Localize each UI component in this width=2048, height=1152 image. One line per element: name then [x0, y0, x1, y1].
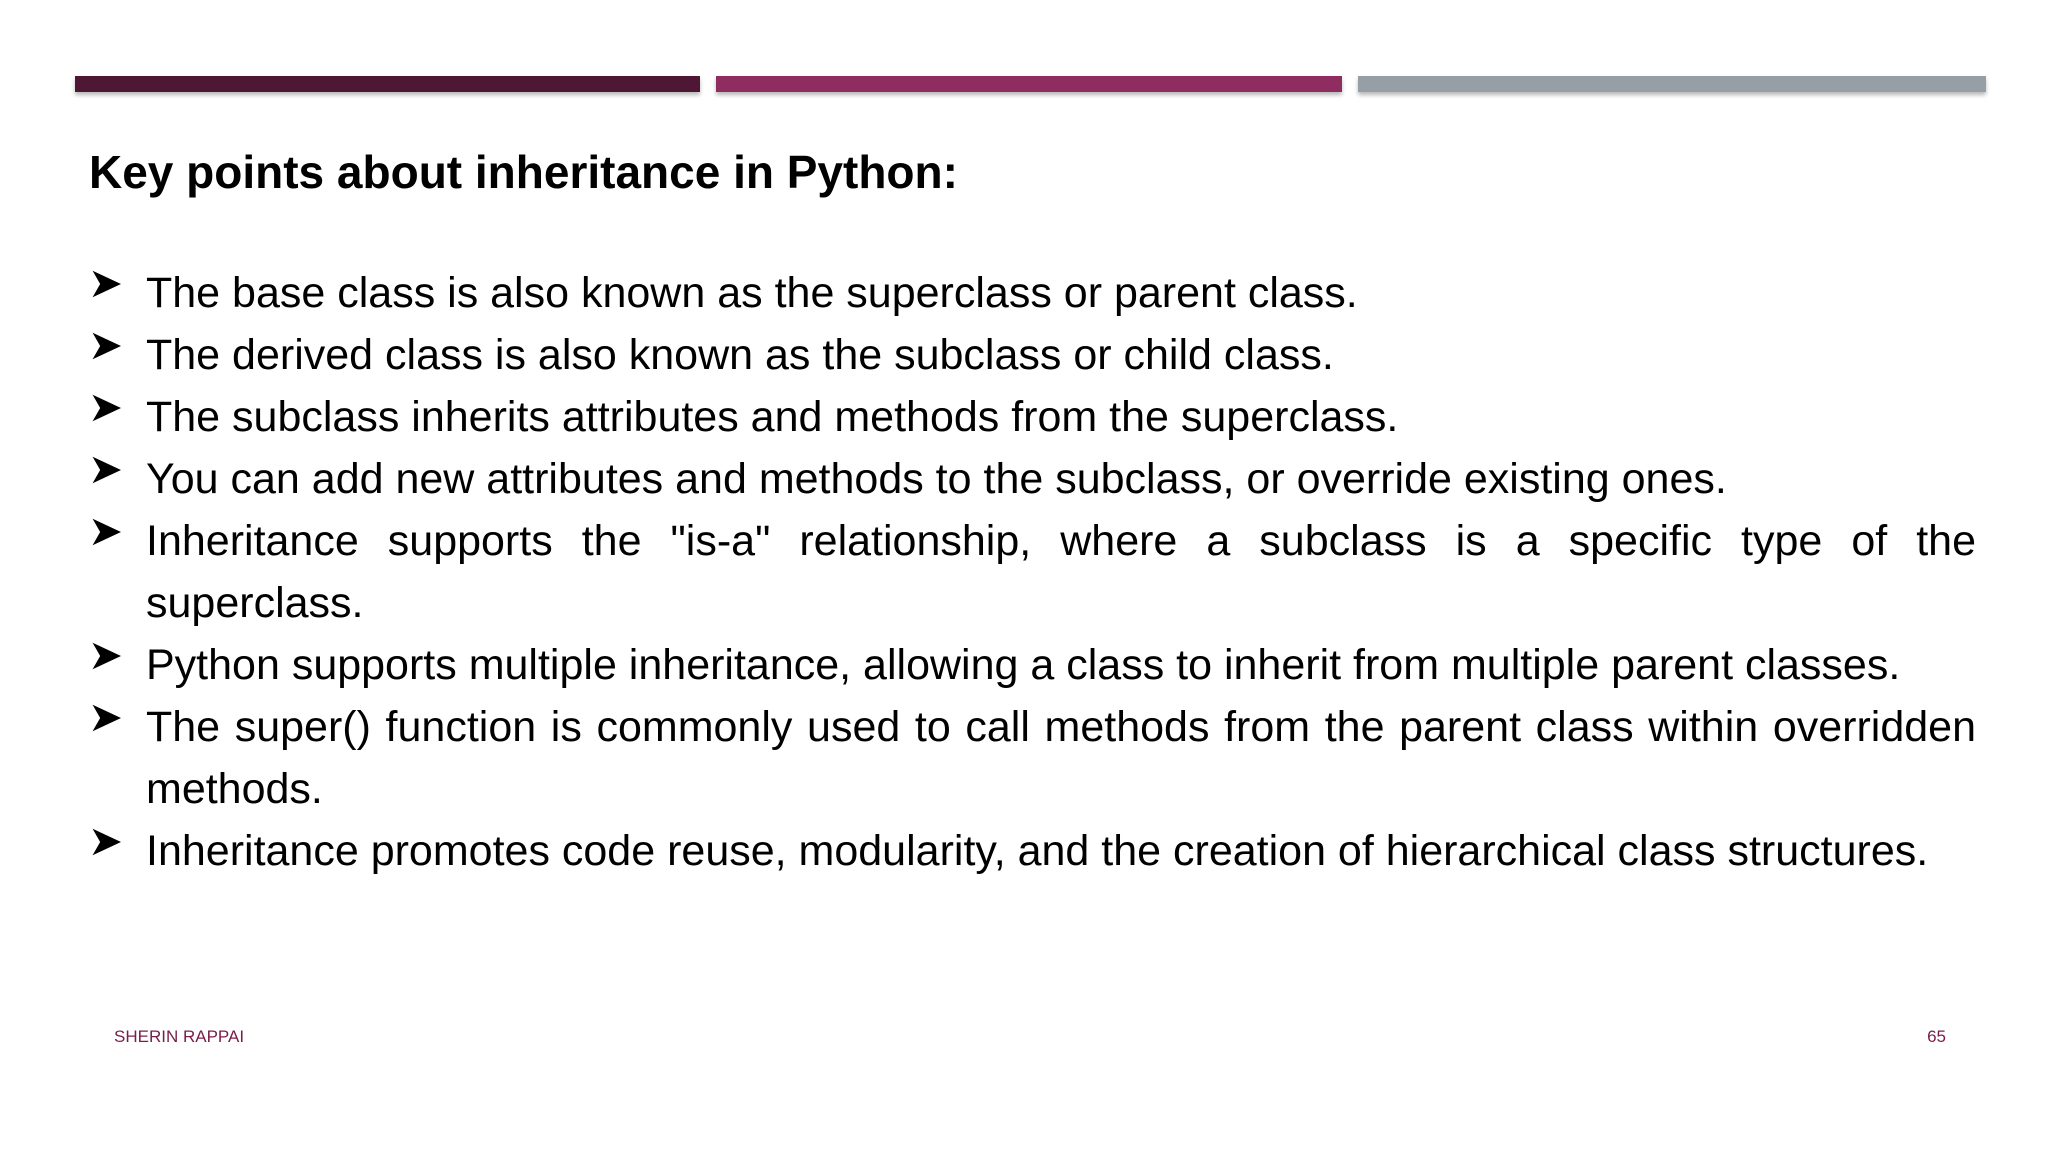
bullet-text: Python supports multiple inheritance, allowing a class to inherit from multiple parent classes.: [146, 641, 1901, 689]
bullet-list: [88, 262, 1976, 882]
bullet-text: The base class is also known as the superclass or parent class.: [146, 269, 1358, 317]
bullet-item: [88, 448, 1976, 510]
bullet-item: [88, 820, 1976, 882]
decorative-top-bars: [75, 76, 1986, 94]
arrowhead-bullet-icon: [88, 638, 124, 674]
top-bar-magenta: [716, 76, 1342, 92]
arrowhead-bullet-icon: [88, 452, 124, 488]
bullet-item: [88, 262, 1976, 324]
bullet-item: [88, 696, 1976, 820]
bullet-text: Inheritance promotes code reuse, modularity, and the creation of hierarchical class structures.: [146, 827, 1929, 875]
top-bar-dark-plum: [75, 76, 700, 92]
bullet-item: [88, 510, 1976, 634]
bullet-text: You can add new attributes and methods to the subclass, or override existing ones.: [146, 455, 1727, 503]
bullet-text: The super() function is commonly used to call methods from the parent class within overridden methods.: [146, 703, 1976, 813]
bullet-item: [88, 324, 1976, 386]
arrowhead-bullet-icon: [88, 514, 124, 550]
arrowhead-bullet-icon: [88, 328, 124, 364]
arrowhead-bullet-icon: [88, 824, 124, 860]
bullet-item: [88, 386, 1976, 448]
arrowhead-bullet-icon: [88, 700, 124, 736]
bullet-text: Inheritance supports the "is-a" relationship, where a subclass is a specific type of the superclass.: [146, 517, 1976, 627]
bullet-item: [88, 634, 1976, 696]
footer-author: SHERIN RAPPAI: [114, 1027, 245, 1046]
slide-heading: Key points about inheritance in Python:: [89, 146, 958, 198]
footer-page-number: 65: [1927, 1027, 1946, 1046]
bullet-text: The subclass inherits attributes and methods from the superclass.: [146, 393, 1399, 441]
arrowhead-bullet-icon: [88, 390, 124, 426]
arrowhead-bullet-icon: [88, 266, 124, 302]
top-bar-gray: [1358, 76, 1986, 92]
bullet-text: The derived class is also known as the subclass or child class.: [146, 331, 1334, 379]
